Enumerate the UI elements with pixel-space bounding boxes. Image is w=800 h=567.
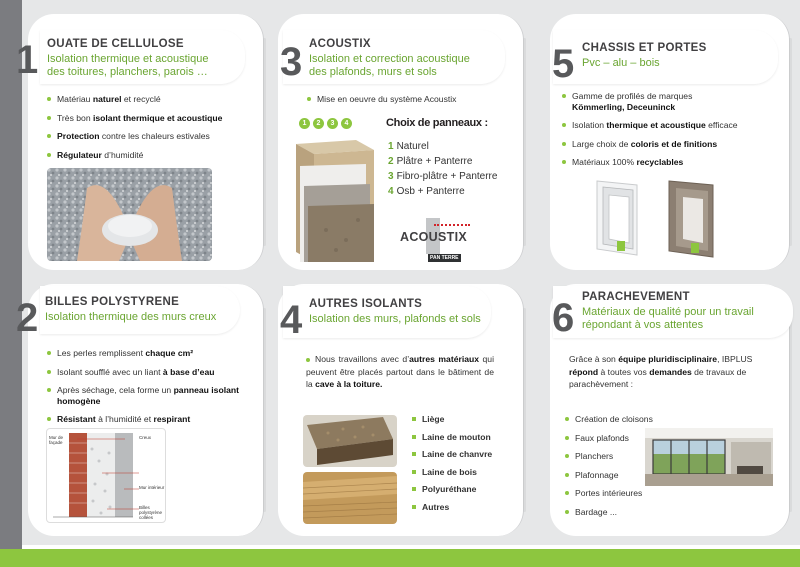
list-item: Laine de mouton: [412, 432, 492, 442]
list-item: Résistant à l’humidité et respirant: [47, 414, 259, 425]
section-number-4: 4: [280, 298, 303, 342]
window-profiles-image: [563, 177, 765, 263]
list-item: Régulateur d’humidité: [47, 150, 257, 161]
label-billes: Billes polystyrène collées: [139, 505, 163, 520]
acoustix-bullet-list: [307, 94, 517, 113]
list-item: Faux plafonds: [565, 433, 655, 444]
list-item: Plafonnage: [565, 470, 655, 481]
bottom-green-strip: [0, 549, 800, 567]
section-number-3: 3: [280, 40, 303, 84]
acoustix-logo: [400, 218, 472, 264]
label-creux: Creux: [139, 435, 152, 440]
section-subtitle-4: Isolation des murs, plafonds et sols: [309, 313, 481, 325]
label-mur-facade: Mur de façade: [49, 435, 64, 445]
left-grey-bar: [0, 0, 22, 567]
list-item: Création de cloisons: [565, 414, 655, 425]
laine-de-bois-photo: [303, 472, 397, 524]
liege-photo: [303, 415, 397, 467]
list-item: Matériaux 100% recyclables: [562, 157, 782, 168]
section-number-1: 1: [16, 38, 39, 82]
circle-3: 3: [327, 118, 338, 129]
list-item: Après séchage, cela forme un panneau isolant homogène: [47, 385, 259, 406]
list-item: Laine de bois: [412, 467, 492, 477]
list-item: Autres: [412, 502, 492, 512]
list-item: Gamme de profilés de marques Kömmerling, Deceuninck: [562, 91, 782, 112]
circle-2: 2: [313, 118, 324, 129]
section-title-1: OUATE DE CELLULOSE: [47, 38, 184, 50]
list-item: 1 Naturel: [388, 141, 429, 152]
list-item: Liège: [412, 414, 492, 424]
acoustix-panels-image: [296, 140, 374, 262]
cellulose-bullet-list: [47, 94, 257, 168]
parachevement-intro: Grâce à son équipe pluridisciplinaire, IBPLUS répond à toutes vos demandes de travaux de parachèvement :: [569, 354, 753, 389]
list-item: Les perles remplissent chaque cm²: [47, 348, 259, 359]
list-item: Protection contre les chaleurs estivales: [47, 131, 257, 142]
section-subtitle-1: Isolation thermique et acoustique des toitures, planchers, parois …: [47, 53, 209, 78]
interior-room-photo: [645, 428, 773, 486]
chassis-bullet-list: [562, 91, 782, 176]
list-item: Isolant soufflé avec un liant à base d’eau: [47, 367, 259, 378]
circle-4: 4: [341, 118, 352, 129]
list-item: Mise en oeuvre du système Acoustix: [307, 94, 517, 105]
section-subtitle-3: Isolation et correction acoustique des plafonds, murs et sols: [309, 53, 470, 78]
section-title-4: AUTRES ISOLANTS: [309, 298, 423, 310]
wall-cavity-diagram: [46, 428, 166, 523]
list-item: 4 Osb + Panterre: [388, 186, 465, 197]
section-title-3: ACOUSTIX: [309, 38, 371, 50]
section-title-5: CHASSIS ET PORTES: [582, 42, 707, 54]
section-subtitle-6: Matériaux de qualité pour un travail répondant à vos attentes: [582, 306, 754, 331]
section-number-2: 2: [16, 296, 39, 340]
autres-isolants-list: [412, 414, 492, 519]
list-item: Isolation thermique et acoustique efficace: [562, 120, 782, 131]
list-item: 3 Fibro-plâtre + Panterre: [388, 171, 498, 182]
choix-list: [388, 141, 497, 201]
choix-title: Choix de panneaux :: [386, 117, 488, 129]
list-item: 2 Plâtre + Panterre: [388, 156, 473, 167]
autres-isolants-paragraph: Nous travaillons avec d’autres matériaux qui peuvent être placés partout dans le bâtiment de la cave à la toiture.: [306, 354, 494, 389]
logo-red-dots: [434, 224, 470, 227]
header-pill-4: [283, 286, 491, 338]
list-item: Portes intérieures: [565, 488, 655, 499]
list-item: Large choix de coloris et de finitions: [562, 139, 782, 150]
section-subtitle-2: Isolation thermique des murs creux: [45, 311, 217, 323]
section-number-6: 6: [552, 296, 575, 340]
cellulose-photo: [47, 168, 212, 261]
list-item: Matériau naturel et recyclé: [47, 94, 257, 105]
section-title-6: PARACHEVEMENT: [582, 291, 690, 303]
section-subtitle-5: Pvc – alu – bois: [582, 57, 660, 69]
list-item: Polyuréthane: [412, 484, 492, 494]
section-number-5: 5: [552, 42, 575, 86]
list-item: Laine de chanvre: [412, 449, 492, 459]
circle-1: 1: [299, 118, 310, 129]
list-item: Bardage ...: [565, 507, 655, 518]
section-title-2: BILLES POLYSTYRENE: [45, 296, 180, 308]
header-pill-2: [40, 286, 240, 334]
logo-acoustix-text: ACOUSTIX: [400, 230, 467, 244]
parachevement-list: [565, 414, 655, 525]
label-mur-interieur: Mur intérieur: [139, 485, 165, 490]
panel-number-circles: [299, 118, 352, 129]
logo-panterre-text: PAN TERRE: [430, 255, 459, 261]
list-item: Très bon isolant thermique et acoustique: [47, 113, 257, 124]
list-item: Planchers: [565, 451, 655, 462]
polystyrene-bullet-list: [47, 348, 259, 433]
